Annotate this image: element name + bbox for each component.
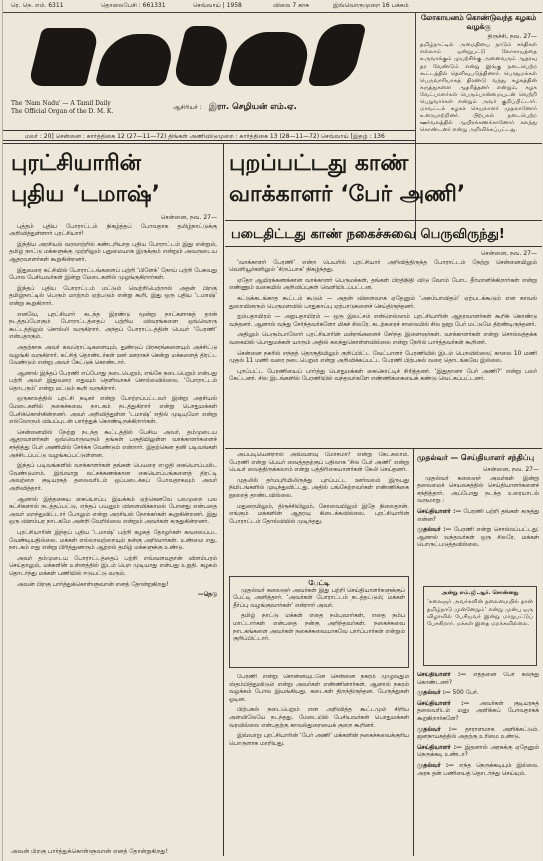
paragraph: முதல்வர் கலைஞர் அவர்கள் இது பற்றி செய்தியாளர்களுக்குப் பேட்டி அளித்தார். ‘அவர்கள் போராட்டம் நடத்தட்டும்; மக்கள் தீர்ப்பு வழங்குவார்கள்’ என்றார் அவர்.	[233, 587, 405, 609]
headline-right-line2: வாக்காளர் ‘பேர் அணி’	[229, 182, 466, 207]
paragraph: எனவே, புரட்சியார் கடந்த இரண்டு மூன்று நாட்களாகத் தான் நடத்தப்போகும் போராட்டத்தைப் பற்றிய விவரங்களை ஒவ்வொரு கூட்டத்திலும் சொல்லி வருகிறார். அந்தப் போராட்டத்தின் பெயர் ‘பேரணி’ என்பதாகும்.	[9, 311, 217, 341]
qa-text: பேரணி பற்றி தங்கள் கருத்து என்ன?	[417, 508, 539, 523]
paragraph: புறப்பட்ட பேரணியைப் பார்த்து பொதுமக்கள் கைகொட்டிச் சிரித்தனர். ‘இதுதானா பேர் அணி?’ என்று பலர் கேட்டனர். சில இடங்களில் பேரணியில் வந்தவர்களே எண்ணிக்கையைக் கண்டு வெட்கப்பட்டனர்.	[229, 368, 537, 383]
paragraph: அவர் தம்முடைய போராட்டத்தைப் பற்றி எவ்வளவுதான் விளம்பரம் செய்தாலும், மக்களின் உள்ளத்தில் இடம் பெற முடியாது என்பது உறுதி. கழகம் தொடர்ந்து மக்கள் பணியில் ஈடுபட்டு வரும்.	[9, 555, 217, 577]
issue-line: மலர் : 20] சென்னை : கார்த்திகை 12 (27—11—72) திங்கள் அணிவிடுமுறை : கார்த்திகை 13 (28—11—72) செவ்வாய் [இதழ் : 136	[3, 130, 415, 141]
paragraph: புத்தம் புதிய போராட்டம் நிகழ்த்தப் போவதாக தமிழ்நாட்டுக்கு அறிவித்துள்ளார் புரட்சியார்!	[9, 223, 217, 238]
page-count: இவ்வொருமுறை 16 பக்கம்	[333, 2, 409, 9]
middle-article	[229, 452, 409, 572]
masthead-title	[31, 10, 361, 96]
paragraph: பிற்பகல் நடைபெறும் என அறிவித்த கூட்டமும் சிறிய அளவிலேயே நடந்தது. மேடையில் பேசியவர்கள் பொதுமக்கள் வரவில்லை என்பதற்கு காவல்துறையைக் குறை கூறினர்.	[229, 707, 409, 729]
paragraph: அப்படியென்றால் அவ்வளவு மோசமா? என்று கேட்கலாம். பேரணி என்று பெயர் வைத்ததற்குப் பதிலாக ‘சில பேர் அணி’ என்று பெயர் வைத்திருக்கலாம் என்று பத்திரிகையாளர்கள் கேலி செய்தனர்.	[229, 452, 409, 474]
qa-speaker: செய்தியாளர் :—	[417, 744, 462, 751]
paragraph: முதலில் தர்மபுரியிலிருந்து புறப்பட்ட ஊர்வலம் இருபது நிமிடங்களில் முடிந்துவிட்டது. அதில் பங்கேற்றவர்கள் எண்ணிக்கை நூறைத் தாண்டவில்லை.	[229, 477, 409, 499]
qa-item	[417, 672, 539, 687]
right-box-body: தமிழ்நாட்டில் அமைதியை நாடும் சக்திகள் எல்லாம் ஒன்றுபட்டு லோகாயத்தை உருவாக்கும் முயற்சிக்கு அனைவரும் ஆதரவு தர வேண்டும் என்று இங்கு நடைபெற்ற கூட்டத்தில் தெளிவுபடுத்தினார். பொதுமக்கள் பெருவாரியாகத் திரண்டு வந்து கழகத்தின் கருத்துகளை ஆதரித்தனர் என்றும், கழக வேட்பாளர்கள் பெரும்பான்மையுடன் வெற்றி பெறுவார்கள் என்றும் அவர் குறிப்பிட்டார். மாவட்டக் கழகச் செயலாளர் முதலானோர் உரையாற்றினர். பிற்பகல் நடைபெற்ற ஊர்வலத்தில் ஆயிரக்கணக்கானோர் கலந்து கொண்டனர் என்று அறிவிக்கப்பட்டது.	[420, 42, 537, 134]
rule	[3, 143, 542, 144]
paragraph: ஆனால் இந்தப் பேரணி எப்போது நடைபெறும், எங்கே நடைபெறும் என்பது பற்றி அவர் இதுவரை எதுவும் தெளிவாகச் சொல்லவில்லை. ‘போராட்டம் தொடரும்’ என்று மட்டும் கூறி வருகிறார்.	[9, 370, 217, 392]
paragraph: ஏதோ ஆயிரக்கணக்கான வாக்காளர் பெருமக்கள், தங்கள் பிரதிநிதி விடு வோம் போட தீர்மானிக்கிறார்கள் என்று எண்ணும் வகையில் அறிவிப்புகள் வெளியிடப்பட்டன.	[229, 277, 537, 292]
right-lower-subhead: முதல்வர் — செய்தியாளர் சந்திப்பு	[417, 453, 535, 462]
column-divider	[413, 448, 414, 856]
paragraph: கட்டுக்கடங்காத கூட்டம் கூடும் — அதன் விளைவாக ஏதேனும் ‘அசம்பாவிதம்’ ஏற்படக்கூடும் என காவல் துறையினரும் பெருமளவில் பாதுகாப்பு ஏற்பாடுகளைச் செய்திருந்தனர்.	[229, 295, 537, 310]
issue-day: செவ்வாய் | 1958	[193, 2, 242, 9]
qa-speaker: முதல்வர் :—	[417, 527, 452, 534]
paragraph: இதுவரை கட்சியில் போராட்டங்களைப் பற்றி ‘பிளேக்’ நோய் பற்றி பேசுவது போல பேசியவர்கள் இன்று மேடைகளில் முழங்குகிறார்கள்.	[9, 267, 217, 282]
right-lower-dateline: சென்னை, நவ. 27—	[482, 466, 539, 473]
paragraph: அதிலும் பெரும்பாலோர் புரட்சியாரின் மன்றங்களைச் சேர்ந்த இளைஞர்கள். வாக்காளர்கள் என்று சொல்லத்தக்க வகையில் பொதுமக்கள் யாரும் அதில் கலந்துகொள்ளவில்லை என்று நேரில் பார்த்தவர்கள் கூறினர்.	[229, 332, 537, 346]
qa-text: 500 பேர்.	[452, 690, 479, 697]
qa-speaker: முதல்வர் :—	[417, 726, 457, 733]
footer-note: அவன் பிறகு பார்த்துக்கொள்ளுவான் எனத் தோன்றுகிறது!	[11, 848, 169, 855]
registration-number: ரெ. நெ. எம். 6311	[11, 2, 64, 9]
qa-speaker: செய்தியாளர் :—	[417, 672, 467, 678]
editor-name: இரா. செழியன் எம்.ஏ.	[208, 102, 297, 112]
newspaper-page	[2, 0, 541, 861]
qa-text: தாராளமாக அளிக்கட்டும். ஜனநாயகத்தில் அதற்கு உரிமை உண்டு.	[417, 726, 539, 741]
right-article	[229, 250, 537, 446]
quote-box-head: அன்று எம்.ஜி.ஆர். சொன்னது	[441, 590, 519, 596]
paragraph: இந்தப் புதிய போராட்டம் மட்டும் வெற்றிபெற்றால் அதன் பிறகு தமிழ்நாட்டில் பெரும் மாற்றம் ஏற்படும் என்று கூறி, இது ஒரு புதிய ‘டமாஷ்’ என்று கூறுகிறார்.	[9, 285, 217, 307]
headline-left-line2: புதிய ‘டமாஷ்’	[11, 182, 160, 207]
qa-item	[417, 527, 539, 550]
editor-credit	[173, 102, 297, 113]
interview-body	[233, 580, 405, 664]
interview-box	[229, 576, 409, 668]
qa-speaker: முதல்வர் :—	[417, 762, 454, 769]
qa-item	[417, 745, 539, 760]
right-lower-intro	[417, 466, 539, 582]
left-article	[9, 214, 217, 844]
paragraph: ஆனால் இத்தகைய கையொப்ப இயக்கம் ஏற்கெனவே பலமுறை பல கட்சிகளால் நடத்தப்பட்டு, எந்தப் பயனும் விளைவிக்காமல் போனது என்பதை அவர் மறந்துவிட்டார் போலும் என்று அரசியல் நோக்கர்கள் கூறுகின்றனர். இது ஒரு விளம்பர நாடகமே அன்றி வேறில்லை என்றும் அவர்கள் கருதுகின்றனர்.	[9, 496, 217, 526]
paragraph: இந்திய அரசியல் வரலாற்றில் கண்டறியாத புதிய போராட்டம் இது என்றும், தமிழ் நாட்டு மக்களுக்கு முற்றிலும் புதுமையாக இருக்கும் என்றும் அவருடைய ஆதரவாளர்கள் கூறுகின்றனர்.	[9, 241, 217, 263]
qa-text: அவர்கள் குடியரசுத் தலைவரிடம் மனு அளிக்கப் போவதாகக் கூறுகிறார்களே?	[417, 700, 539, 722]
rule	[225, 448, 542, 449]
qa-item	[417, 763, 539, 778]
paragraph: ‘வாக்காளர் பேரணி’ என்ற பெயரில் புரட்சியார் அறிவித்திருந்த போராட்டம் நேற்று சென்னையிலும் வெளியூர்களிலும் ‘சிறப்பாக’ நிகழ்ந்தது.	[229, 259, 537, 274]
paragraph: அதற்காக அவர் சுவரொட்டிகளையும், துண்டுப் பிரசுரங்களையும் அச்சிட்டு வழங்கி வருகிறார். கட்சித் தொண்டர்கள் ஊர் ஊராகச் சென்று மக்களைத் திரட்ட வேண்டும் என்று அவர் கேட்டுக் கொண்டார்.	[9, 344, 217, 367]
quote-box-body: ‘கலைஞர் அவர்களின் தலைமையில் தான் தமிழ்நாடு முன்னேறும்’ என்று முன்பு ஒரு விழாவில் பேசியவர் இன்று மாறுபட்டுப் பேசுகிறார். மக்கள் இதை மறக்கவில்லை.	[427, 599, 533, 628]
qa-text: எந்த நெருக்கடியும் இல்லை. அரசு தன் பணியைத் தொடர்ந்து செய்யும்.	[417, 762, 539, 777]
right-box-dateline: திருச்சி, நவ. 27—	[487, 33, 537, 41]
column-divider	[223, 144, 224, 856]
bottom-middle-article	[229, 674, 409, 844]
paragraph: முதல்வர் கலைஞர் அவர்கள் இன்று தலைமைச் செயலகத்தில் செய்தியாளர்களைச் சந்தித்தார். அப்போது நடந்த உரையாடல் வருமாறு :	[417, 475, 539, 505]
qa-speaker: செய்தியாளர் :—	[417, 700, 470, 707]
editor-label: ஆசிரியர் :	[173, 104, 202, 111]
paragraph: புரட்சியாரின் இந்தப் புதிய ‘டமாஷ்’ பற்றி கழகத் தோழர்கள் கவலைப்பட வேண்டியதில்லை. மக்கள் எல்லாவற்றையும் நன்கு அறிவார்கள். உண்மை எது, நாடகம் எது என்று பிரித்துணரும் ஆற்றல் தமிழ் மக்களுக்கு உண்டு.	[9, 529, 217, 552]
headline-left	[11, 148, 221, 210]
qa-text: இதனால் அரசுக்கு ஏதேனும் நெருக்கடி உண்டா?	[417, 744, 539, 759]
paragraph: ஐம்பதாயிரம் — அறுபதாயிரம் — ஒரு இலட்சம் என்றெல்லாம் புரட்சியாரின் ஆதரவாளர்கள் கூறிக் கொண்டு வந்தனர். ஆனால் வந்து சேர்ந்தவர்களோ மிகச் சிலரே. கடற்கரைச் சாலையில் சில நூறு பேர் மட்டுமே திரண்டிருந்தனர்.	[229, 314, 537, 328]
paragraph: இந்தப் படிவங்களில் வாக்காளர்கள் தங்கள் பெயரை எழுதி கையொப்பமிட வேண்டுமாம். இவ்வாறு லட்சக்கணக்கான கையொப்பங்களைத் திரட்டி அவற்றை குடியரசுத் தலைவரிடம் ஒப்படைக்கப் போவதாகவும் அவர் அறிவித்தார்.	[9, 463, 217, 492]
tagline-line-1: The 'Nam Nadu' — A Tamil Daily	[11, 100, 111, 107]
headline-right-line1: புறப்பட்டது காண்	[229, 151, 409, 176]
qa-item	[417, 727, 539, 742]
right-lower-qa	[417, 672, 539, 846]
qa-speaker: செய்தியாளர் :—	[417, 508, 462, 515]
right-article-dateline: சென்னை, நவ. 27—	[480, 250, 537, 257]
paragraph: தமிழ் நாட்டு மக்கள் எதை நம்புவார்கள், எதை நம்ப மாட்டார்கள் என்பதை நன்கு அறிந்தவர்கள். நகைச்சுவை நாடகங்களை அவர்கள் நகைச்சுவையாகவே பார்ப்பார்கள் என்றும் குறிப்பிட்டார்.	[233, 613, 405, 643]
qa-text: எத்தனை பேர் கலந்து கொண்டனர்?	[417, 672, 539, 686]
paragraph: அவன் பிறகு பார்த்துக்கொள்ளுவான் எனத் தோன்றுகிறது!	[17, 581, 169, 588]
qa-item	[417, 701, 539, 724]
paragraph: ஒருகாலத்தில் புரட்சி நடிகர் என்று போற்றப்பட்டவர் இன்று அரசியல் மேடைகளில் நகைச்சுவை நாடகம் நடத்துகிறார் என்று பொதுமக்கள் பேசிக்கொள்கின்றனர். அவர் அறிவித்துள்ள ‘டமாஷ்’ எதில் முடியுமோ என்று எல்லோரும் வியப்புடன் பார்த்துக் கொண்டிருக்கிறார்கள்.	[9, 396, 217, 426]
tagline-line-2: The Official Organ of the D. M. K.	[11, 107, 114, 115]
left-article-dateline: சென்னை, நவ. 27—	[160, 214, 217, 221]
qa-item	[417, 690, 539, 698]
paragraph: சென்னையில் நேற்று நடந்த கூட்டத்தில் பேசிய அவர், தம்முடைய ஆதரவாளர்கள் ஒவ்வொருவரும் தங்கள் பகுதியிலுள்ள வாக்காளர்களைச் சந்தித்து பேர் அணியில் சேர்க்க வேண்டும் என்றார். இதற்கென தனி படிவங்கள் அச்சிடப்பட்டு வழங்கப்பட்டுள்ளன.	[9, 429, 217, 459]
rule	[225, 246, 542, 247]
paragraph: மதுரையிலும், திருச்சியிலும், கோவையிலும் இதே நிலைதான். எங்கும் மக்களின் ஆதரவு கிடைக்கவில்லை. புரட்சியாரின் போராட்டம் தோல்வியில் முடிந்தது.	[229, 503, 409, 525]
headline-sub: படைதிட்டது காண் நகைச்சுவை பெருவிருந்து!	[231, 227, 505, 242]
rule	[225, 220, 542, 221]
headline-right	[229, 148, 541, 210]
masthead-english-tagline	[11, 100, 113, 115]
interview-title: பேட்டி	[308, 580, 330, 587]
paragraph: சென்னை நகரில் எந்தத் தொகுதியிலும் குறிப்பிட்ட வேட்பாளர் பேரணியில் இடம் பெறவில்லை; காலை 10 மணி முதல் 11 மணி வரை நடைபெறும் என்று அறிவிக்கப்பட்ட பேரணி பிற்பகல் வரை தொடங்கவே இல்லை.	[229, 350, 537, 365]
qa-speaker: முதல்வர் :—	[417, 690, 451, 697]
quote-box	[423, 586, 537, 666]
right-box-headline: லோகாயனம் கொண்டுவந்த கழகம் வழக்கு	[420, 13, 537, 31]
qa-text: பேரணி என்று சொல்லப்பட்டது; ஆனால் வந்தவர்கள் ஒரு சிலரே. மக்கள் பொருட்படுத்தவில்லை.	[417, 527, 539, 549]
qa-item	[417, 509, 539, 524]
price: விலை 7 காசு	[273, 2, 310, 9]
paragraph: இவ்வாறு புரட்சியாரின் ‘பேர் அணி’ மக்களின் நகைச்சுவைக்குரிய பொருளாக மாறியது.	[229, 733, 409, 747]
paragraph: பேரணி என்று சொன்னவுடனே சென்னை நகரம் முழுவதும் ஸ்தம்பித்துவிடும் என்று அவர்கள் எண்ணினார்கள். ஆனால் நகரம் வழக்கம் போல இயங்கியது. கடைகள் திறந்திருந்தன. பேருந்துகள் ஓடின.	[229, 674, 409, 703]
left-article-signature: —நெடு	[197, 592, 217, 599]
headline-left-line1: புரட்சியாரின்	[11, 151, 142, 176]
masthead	[5, 14, 415, 124]
phone-number: தொலைபேசி : 661331	[101, 2, 166, 9]
